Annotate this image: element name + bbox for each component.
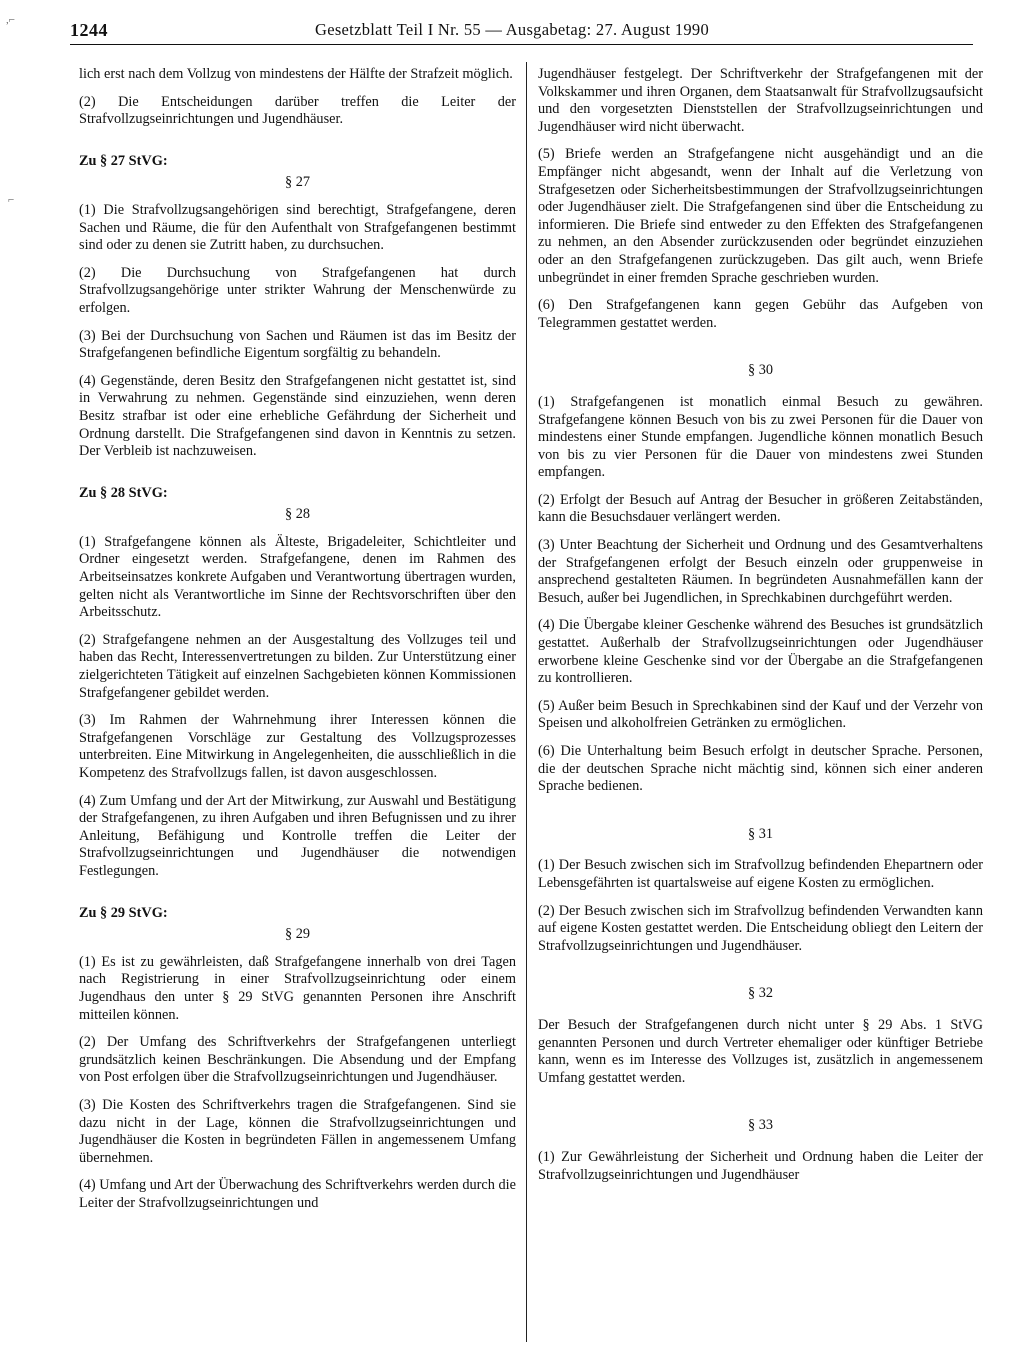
- paragraph: Der Besuch der Strafgefangenen durch nicht unter § 29 Abs. 1 StVG genannten Personen und durch Vertreter ehemaliger oder künftiger Betriebe kann, wenn es im Interesse des Vollzuges ist, zusätzlich in angemessenem Umfang gestattet werden.: [538, 1016, 983, 1086]
- paragraph: (1) Es ist zu gewährleisten, daß Strafgefangene innerhalb von drei Tagen nach Registrierung in einer Strafvollzugseinrichtung oder einem Jugendhaus den unter § 29 StVG genannten Personen ihre Anschrift mitteilen können.: [79, 953, 516, 1023]
- paragraph: (4) Die Übergabe kleiner Geschenke während des Besuches ist grundsätzlich gestattet. Außerhalb der Strafvollzugseinrichtungen oder Jugendhäuser erworbene kleine Geschenke sind vor der Übergabe an die Strafgefangenen zu kontrollieren.: [538, 617, 983, 687]
- running-title: Gesetzblatt Teil I Nr. 55 — Ausgabetag: 27. August 1990: [315, 20, 710, 39]
- paragraph: (6) Den Strafgefangenen kann gegen Gebühr das Aufgeben von Telegrammen gestattet werden.: [538, 297, 983, 331]
- paragraph: (2) Der Besuch zwischen sich im Strafvollzug befindenden Verwandten kann auf eigene Kosten gestattet werden. Die Entscheidung obliegt den Leitern der Strafvollzugseinrichtungen und Jugendhäuser.: [538, 902, 983, 954]
- paragraph: (1) Strafgefangene können als Älteste, Brigadeleiter, Schichtleiter und Ordner eingesetzt werden. Strafgefangene, denen im Rahmen des Arbeitseinsatzes konkrete Aufgaben und Verantwortung übertragen wurden, gelten nicht als Verantwortliche im Sinne der Rechtsvorschriften über den Arbeitsschutz.: [79, 533, 516, 621]
- paragraph: (2) Die Durchsuchung von Strafgefangenen hat durch Strafvollzugsangehörige unter strikter Wahrung der Menschenwürde zu erfolgen.: [79, 264, 516, 316]
- paragraph: (4) Umfang und Art der Überwachung des Schriftverkehrs werden durch die Leiter der Strafvollzugseinrichtungen und: [79, 1177, 516, 1211]
- paragraph: (2) Strafgefangene nehmen an der Ausgestaltung des Vollzuges teil und haben das Recht, Interessenvertretungen zu bilden. Zur Unterstützung einer zielgerichteten Tätigkeit auf einzelnen Sachgebieten können Kommissionen Strafgefangener gebildet werden.: [79, 631, 516, 701]
- left-column: [79, 66, 516, 1222]
- page-number: 1244: [70, 20, 108, 40]
- paragraph: (2) Der Umfang des Schriftverkehrs der Strafgefangenen unterliegt grundsätzlich keinen Beschränkungen. Die Absendung und der Empfang von Post erfolgen über die Strafvollzugseinrichtungen und Jugendhäuser.: [79, 1034, 516, 1086]
- paragraph: lich erst nach dem Vollzug von mindestens der Hälfte der Strafzeit möglich.: [79, 66, 513, 82]
- paragraph: (3) Bei der Durchsuchung von Sachen und Räumen ist das im Besitz der Strafgefangenen befindliche Eigentum sorgfältig zu behandeln.: [79, 327, 516, 362]
- paragraph: (1) Strafgefangenen ist monatlich einmal Besuch zu gewähren. Strafgefangene können Besuch von bis zu zwei Personen für die Dauer von mindestens einer Stunde empfangen. Jugendliche können monatlich Besuch von bis zu vier Personen für die Dauer von mindestens zwei Stunden empfangen.: [538, 393, 983, 481]
- margin-mark: ⌐: [8, 194, 15, 206]
- paragraph: (1) Der Besuch zwischen sich im Strafvollzug befindenden Ehepartnern oder Lebensgefährten ist quartalsweise auf eigene Kosten zu ermöglichen.: [538, 857, 983, 891]
- section-heading: § 29: [284, 926, 311, 943]
- section-heading: § 30: [747, 362, 774, 379]
- paragraph: (4) Zum Umfang und der Art der Mitwirkung, zur Auswahl und Bestätigung der Strafgefangenen, zu ihren Aufgaben und ihren Befugnissen und zu ihrer Anleitung, Befähigung und Kontrolle treffen die Leiter der Strafvollzugseinrichtungen und Jugendhäuser die notwendigen Festlegungen.: [79, 792, 516, 879]
- paragraph: Jugendhäuser festgelegt. Der Schriftverkehr der Strafgefangenen mit der Volkskammer und ihren Organen, dem Staatsanwalt für Strafvollzugsaufsicht und den vorgesetzten Dienststellen der Strafvollzugseinrichtungen und Jugendhäuser wird nicht überwacht.: [538, 66, 983, 135]
- section-heading: § 33: [747, 1117, 774, 1134]
- margin-mark: ,⌐: [6, 14, 15, 26]
- section-heading: § 31: [747, 825, 774, 842]
- column-divider: [526, 62, 527, 1342]
- paragraph: (6) Die Unterhaltung beim Besuch erfolgt in deutscher Sprache. Personen, die der deutschen Sprache nicht mächtig sind, können sich einer anderen Sprache bedienen.: [538, 743, 983, 795]
- section-reference-heading: Zu § 29 StVG:: [79, 904, 168, 921]
- section-heading: § 27: [284, 174, 311, 191]
- page-header: [70, 20, 973, 45]
- paragraph: (3) Die Kosten des Schriftverkehrs tragen die Strafgefangenen. Sind sie dazu nicht in der Lage, können die Strafvollzugseinrichtungen und Jugendhäuser die Kosten in begründeten Fällen in angemessenem Umfang übernehmen.: [79, 1096, 516, 1166]
- paragraph: (1) Zur Gewährleistung der Sicherheit und Ordnung haben die Leiter der Strafvollzugseinrichtungen und Jugendhäuser: [538, 1148, 983, 1183]
- paragraph: (3) Unter Beachtung der Sicherheit und Ordnung und des Gesamtverhaltens der Strafgefangenen erfolgt der Besuch einzeln oder gruppenweise in ansprechend gestalteten Räumen. In begründeten Ausnahmefällen kann der Besuch, außer bei Jugendlichen, in Sprechkabinen durchgeführt werden.: [538, 537, 983, 606]
- section-heading: § 32: [747, 985, 774, 1002]
- paragraph: (3) Im Rahmen der Wahrnehmung ihrer Interessen können die Strafgefangenen Vorschläge zur Gestaltung des Vollzugsprozesses unterbreiten. Eine Mitwirkung in Angelegenheiten, die ausschließlich in die Kompetenz des Strafvollzugs fallen, ist davon ausgeschlossen.: [79, 712, 516, 781]
- right-column: [538, 66, 983, 1194]
- section-reference-heading: Zu § 27 StVG:: [79, 152, 168, 169]
- paragraph: (5) Briefe werden an Strafgefangene nicht ausgehändigt und an die Empfänger nicht abgesandt, wenn der Inhalt auf die Verletzung von Strafgesetzen oder Sicherheitsbestimmungen der Strafvollzugseinrichtungen oder Jugendhäuser zielt. Die Strafgefangenen sind über die Entscheidung zu informieren. Die Briefe sind entweder zu den Effekten des Strafgefangenen zu nehmen, an den Absender zurückzusenden oder begründet einzuziehen oder an den Strafgefangenen zurückzugeben. Das gilt auch, wenn Briefe unbegründet in einer fremden Sprache geschrieben wurden.: [538, 146, 983, 286]
- section-reference-heading: Zu § 28 StVG:: [79, 484, 168, 501]
- paragraph: (5) Außer beim Besuch in Sprechkabinen sind der Kauf und der Verzehr von Speisen und alkoholfreien Getränken zu ermöglichen.: [538, 697, 983, 732]
- paragraph: (2) Die Entscheidungen darüber treffen die Leiter der Strafvollzugseinrichtungen und Jugendhäuser.: [79, 93, 516, 128]
- paragraph: (2) Erfolgt der Besuch auf Antrag der Besucher in größeren Zeitabständen, kann die Besuchsdauer verlängert werden.: [538, 491, 983, 526]
- section-heading: § 28: [284, 506, 311, 523]
- paragraph: (4) Gegenstände, deren Besitz den Strafgefangenen nicht gestattet ist, sind in Verwahrung zu nehmen. Gegenstände sind einzuziehen, wenn deren Besitz strafbar ist oder eine erhebliche Gefährdung der Sicherheit und Ordnung darstellt. Die Strafgefangenen sind davon in Kenntnis zu setzen. Der Verbleib ist nachzuweisen.: [79, 372, 516, 460]
- paragraph: (1) Die Strafvollzugsangehörigen sind berechtigt, Strafgefangene, deren Sachen und Räume, die für den Aufenthalt von Strafgefangenen bestimmt sind oder zu denen sie Zutritt haben, zu durchsuchen.: [79, 201, 516, 254]
